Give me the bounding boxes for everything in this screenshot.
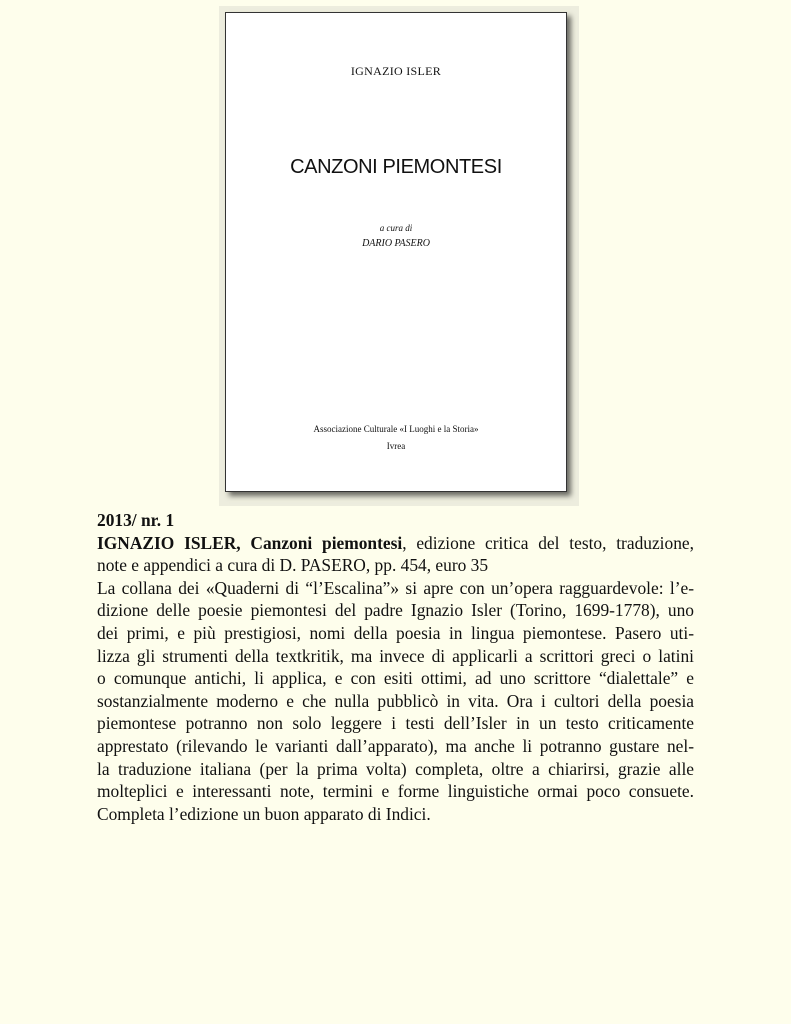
book-cover-image [219,6,579,506]
entry-heading [97,532,694,555]
cover-page [225,12,567,492]
body-line: piemontese potranno non solo leggere i testi dell’Isler in un testo criticamente [97,713,694,734]
body-line: lizza gli strumenti della textkritik, ma invece di applicarli a scrittori greci o latini [97,645,694,666]
heading-author: IGNAZIO ISLER, [97,532,251,553]
body-line: dei primi, e più prestigiosi, nomi della poesia in lingua piemontese. Pasero uti- [97,622,694,643]
entry-number: 2013/ nr. 1 [97,510,175,530]
review-entry [97,509,694,825]
cover-curator-name: DARIO PASERO [362,238,430,249]
cover-curator-label: a cura di [379,223,413,233]
body-line: dizione delle poesie piemontesi del padre Ignazio Isler (Torino, 1699-1778), uno [97,600,694,621]
body-line: La collana dei «Quaderni di “l’Escalina”» si apre con un’opera ragguardevole: l’e- [97,577,694,598]
body-line: la traduzione italiana (per la prima volta) completa, oltre a chiarirsi, grazie alle [97,758,694,779]
body-line: sostanzialmente moderno e che nulla pubblicò in vita. Ora i cultori della poesia [97,690,694,711]
body-line: o comunque antichi, li applica, e con esiti ottimi, ad uno scrittore “dialettale” e [97,668,694,689]
body-line: apprestato (rilevando le varianti dall’apparato), ma anche li potranno gustare nel- [97,735,694,756]
body-line: molteplici e interessanti note, termini e forme linguistiche ormai poco consuete. [97,781,694,802]
cover-city: Ivrea [386,441,406,451]
cover-title: CANZONI PIEMONTESI [290,156,502,178]
review-body [97,577,694,826]
cover-publisher: Associazione Culturale «I Luoghi e la Storia» [313,424,479,434]
heading-rest: , edizione critica del testo, traduzione, [402,532,694,553]
cover-author: IGNAZIO ISLER [350,64,442,78]
entry-heading-line-2: note e appendici a cura di D. PASERO, pp. 454, euro 35 [97,555,489,576]
body-line: Completa l’edizione un buon apparato di Indici. [97,803,431,824]
heading-title: Canzoni piemontesi [250,532,403,553]
